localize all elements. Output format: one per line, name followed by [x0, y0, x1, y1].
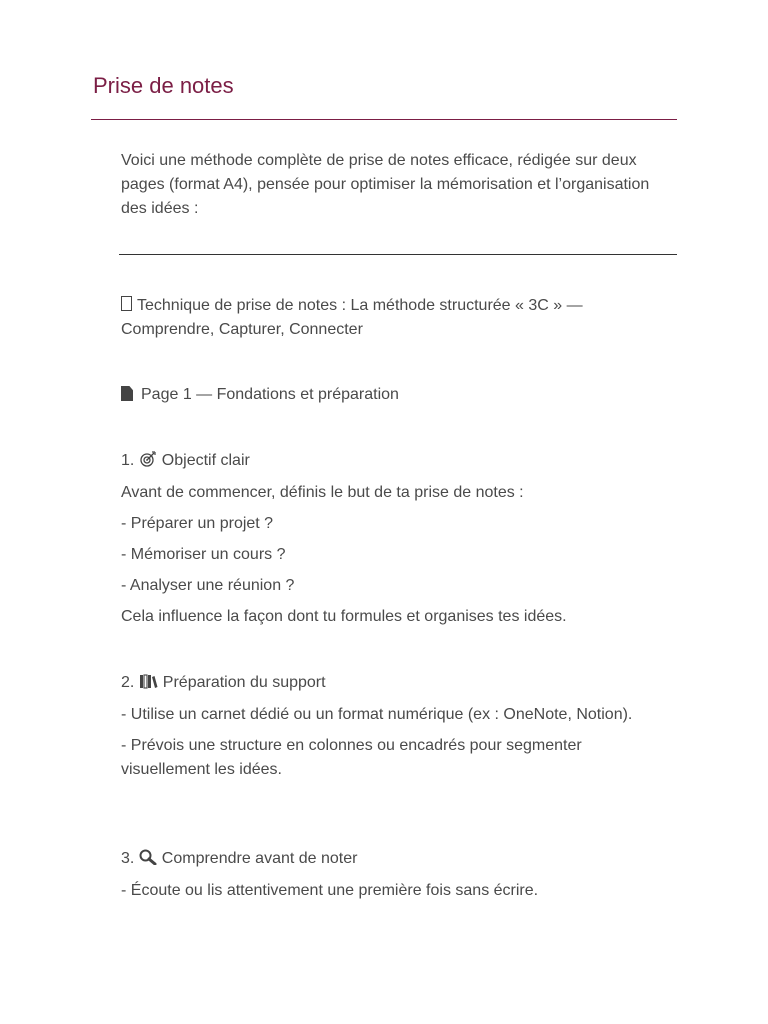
technique-heading-line1: Technique de prise de notes : La méthode structurée « 3C » —	[137, 297, 583, 314]
section-line: - Utilise un carnet dédié ou un format numérique (ex : OneNote, Notion).	[121, 706, 633, 723]
section-heading	[121, 449, 666, 473]
section-line: Avant de commencer, définis le but de ta prise de notes :	[121, 484, 524, 501]
technique-heading-line2: Comprendre, Capturer, Connecter	[121, 321, 363, 338]
section-heading	[121, 671, 666, 695]
section-preparation	[121, 671, 666, 782]
section-heading	[121, 847, 666, 871]
section-line: - Écoute ou lis attentivement une première fois sans écrire.	[121, 882, 539, 899]
technique-heading	[121, 294, 666, 342]
section-line: - Mémoriser un cours ?	[121, 546, 286, 563]
magnifier-icon	[139, 849, 157, 865]
horizontal-rule	[119, 254, 677, 255]
target-icon	[139, 451, 157, 467]
section-title: Comprendre avant de noter	[161, 850, 358, 867]
page-heading-text: Page 1 — Fondations et préparation	[141, 386, 399, 403]
section-line: - Préparer un projet ?	[121, 515, 274, 532]
section-line: - Analyser une réunion ?	[121, 577, 295, 594]
section-number: 3.	[121, 850, 135, 867]
missing-glyph-icon	[121, 296, 132, 311]
document-icon	[121, 386, 133, 401]
intro-paragraph: Voici une méthode complète de prise de notes efficace, rédigée sur deux pages (format A4), pensée pour optimiser la mémorisation et l’organisation des idées :	[121, 152, 650, 217]
section-title: Objectif clair	[161, 452, 250, 469]
title-divider	[91, 119, 677, 120]
section-objectif	[121, 449, 666, 629]
page-title: Prise de notes	[93, 73, 234, 98]
section-number: 2.	[121, 674, 135, 691]
section-title: Préparation du support	[162, 674, 326, 691]
section-line: Cela influence la façon dont tu formules et organises tes idées.	[121, 608, 567, 625]
section-number: 1.	[121, 452, 135, 469]
section-line: - Prévois une structure en colonnes ou encadrés pour segmenter visuellement les idées.	[121, 737, 582, 778]
books-icon	[139, 674, 158, 689]
page-heading	[121, 383, 666, 407]
section-comprendre	[121, 847, 666, 903]
